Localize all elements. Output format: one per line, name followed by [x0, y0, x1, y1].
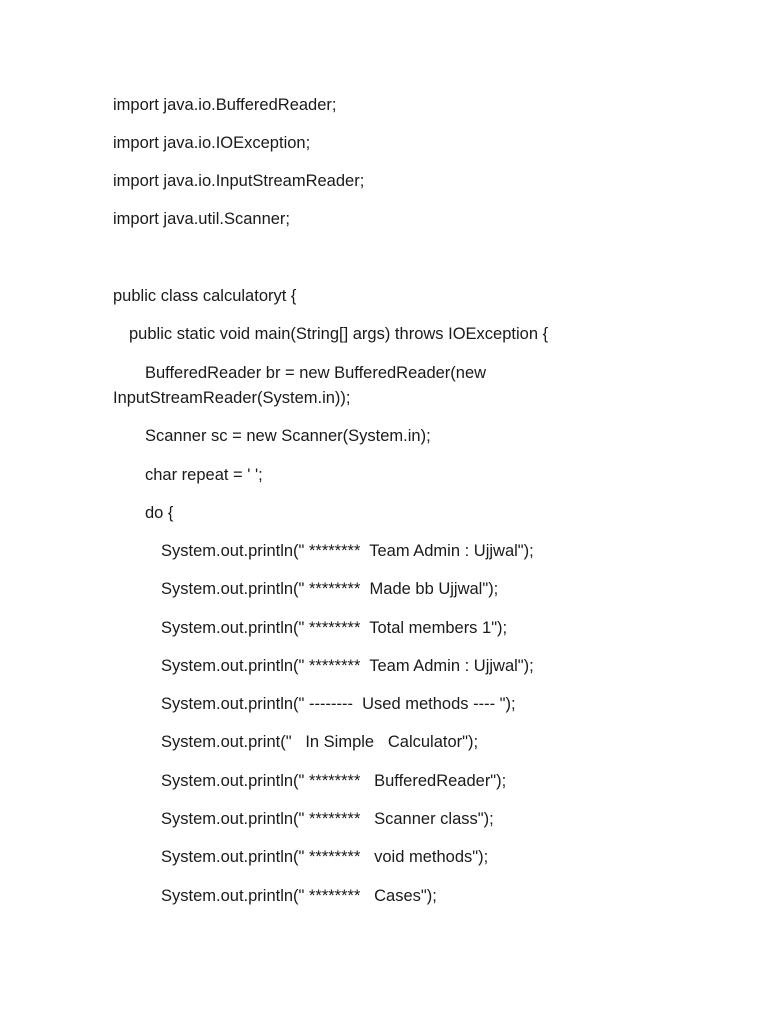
code-line: System.out.println(" ******** Scanner class"); — [161, 810, 494, 828]
code-line: System.out.println(" ******** Team Admin : Ujjwal"); — [161, 657, 534, 675]
code-line: System.out.println(" ******** BufferedReader"); — [161, 772, 507, 790]
code-line: InputStreamReader(System.in)); — [113, 389, 351, 407]
code-line: import java.io.BufferedReader; — [113, 96, 337, 114]
code-line: System.out.println(" ******** Made bb Ujjwal"); — [161, 580, 499, 598]
code-line: import java.io.InputStreamReader; — [113, 172, 365, 190]
code-line: public class calculatoryt { — [113, 287, 297, 305]
code-line: char repeat = ' '; — [145, 466, 263, 484]
code-line: System.out.println(" ******** Team Admin : Ujjwal"); — [161, 542, 534, 560]
code-line: System.out.println(" -------- Used methods ---- "); — [161, 695, 516, 713]
code-line: Scanner sc = new Scanner(System.in); — [145, 427, 431, 445]
code-line: System.out.println(" ******** Cases"); — [161, 887, 437, 905]
code-line: System.out.print(" In Simple Calculator"); — [161, 733, 479, 751]
code-line: BufferedReader br = new BufferedReader(new — [145, 364, 487, 382]
code-line: System.out.println(" ******** void methods"); — [161, 848, 489, 866]
code-line: import java.util.Scanner; — [113, 210, 290, 228]
code-line: public static void main(String[] args) throws IOException { — [129, 325, 549, 343]
code-line: do { — [145, 504, 174, 522]
code-line: System.out.println(" ******** Total members 1"); — [161, 619, 508, 637]
code-line: import java.io.IOException; — [113, 134, 311, 152]
